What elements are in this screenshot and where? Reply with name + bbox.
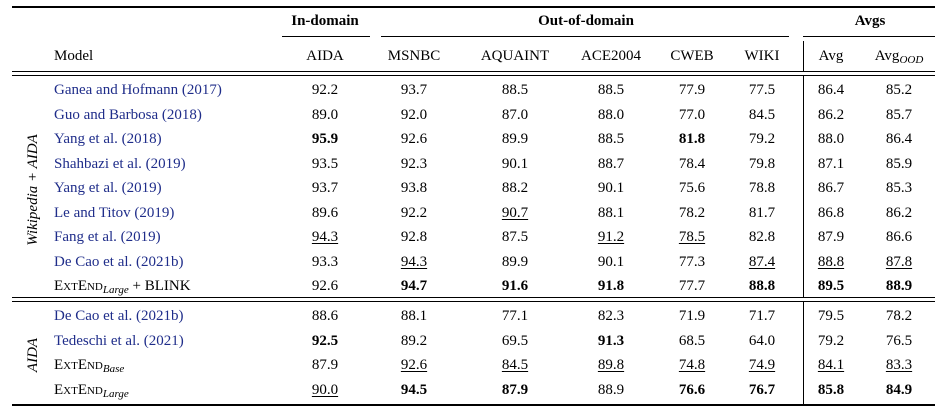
model-name [54,380,129,404]
model-citation-link[interactable]: De Cao et al. (2021b) [54,308,184,324]
table-cell-cweb: 77.7 [678,278,706,294]
table-cell-wiki: 88.8 [748,278,776,294]
table-cell-aida: 87.9 [311,357,339,373]
table-cell-msnbc: 93.7 [400,82,428,98]
table-cell-avg-ood: 84.9 [885,381,913,398]
table-cell-cweb: 76.6 [678,381,706,398]
table-cell-msnbc: 93.8 [400,180,428,196]
model-citation-link[interactable]: Ganea and Hofmann (2017) [54,82,222,98]
ace2004-column-header [581,46,641,66]
table-cell-ace2004: 91.2 [597,229,625,245]
group-label: Wikipedia + AIDA [25,134,41,246]
table-cell-aquaint: 88.5 [501,82,529,98]
table-cell-aida: 90.0 [311,381,339,398]
table-cell-ace2004: 88.5 [597,131,625,147]
group-rule-2 [12,301,935,302]
table-cell-aquaint: 69.5 [501,332,529,349]
table-cell-avg: 79.2 [817,332,845,349]
table-cell-wiki: 87.4 [748,253,776,270]
avg-separator-group2 [803,301,804,404]
table-cell-avg-ood: 87.8 [885,253,913,270]
model-citation-link[interactable]: Le and Titov (2019) [54,204,175,221]
table-cell-aida: 93.3 [311,253,339,270]
table-cell-msnbc: 92.0 [400,106,428,123]
table-cell-avg: 88.8 [817,253,845,270]
table-cell-avg-ood: 85.9 [885,155,913,172]
table-cell-avg: 89.5 [817,278,845,294]
out-of-domain-underline [381,36,789,37]
table-cell-wiki: 77.5 [748,82,776,98]
table-cell-cweb: 81.8 [678,131,706,147]
table-cell-aida: 94.3 [311,229,339,245]
table-cell-wiki: 78.8 [748,180,776,196]
column-header-label: WIKI [744,48,780,64]
table-cell-avg: 87.1 [817,155,845,172]
in-domain-header: In-domain [291,13,359,29]
header-rule-1 [12,71,935,72]
column-header-label: Avg [818,48,844,64]
avg-separator-group1 [803,75,804,297]
table-cell-cweb: 77.0 [678,106,706,123]
table-cell-aida: 88.6 [311,308,339,324]
table-cell-aquaint: 89.9 [501,253,529,270]
column-header-label: AQUAINT [480,48,550,64]
in-domain-underline [282,36,370,37]
avgs-underline [803,36,935,37]
table-cell-msnbc: 92.6 [400,131,428,147]
table-cell-msnbc: 89.2 [400,332,428,349]
model-column-header: Model [54,48,94,64]
model-citation-link[interactable]: Tedeschi et al. (2021) [54,332,184,349]
table-cell-avg: 84.1 [817,357,845,373]
table-cell-aida: 95.9 [311,131,339,147]
table-cell-avg-ood: 78.2 [885,308,913,324]
table-cell-cweb: 71.9 [678,308,706,324]
table-cell-ace2004: 90.1 [597,180,625,196]
table-cell-aquaint: 87.5 [501,229,529,245]
table-cell-cweb: 74.8 [678,357,706,373]
table-cell-msnbc: 92.2 [400,204,428,221]
table-cell-ace2004: 90.1 [597,253,625,270]
table-cell-cweb: 78.5 [678,229,706,245]
table-cell-aida: 92.2 [311,82,339,98]
out-of-domain-header: Out-of-domain [538,13,634,29]
table-cell-avg: 86.2 [817,106,845,123]
table-cell-avg-ood: 86.2 [885,204,913,221]
table-cell-avg: 88.0 [817,131,845,147]
wiki-column-header [745,46,780,66]
table-cell-aquaint: 91.6 [501,278,529,294]
avgs-header: Avgs [854,13,886,29]
model-citation-link[interactable]: Yang et al. (2019) [54,180,162,196]
table-cell-aquaint: 88.2 [501,180,529,196]
table-cell-wiki: 79.2 [748,131,776,147]
model-name [54,276,191,300]
table-cell-cweb: 78.4 [678,155,706,172]
table-cell-ace2004: 89.8 [597,357,625,373]
table-cell-aquaint: 90.7 [501,204,529,221]
model-name-text: ExtEnd [54,357,103,373]
table-cell-avg-ood: 86.4 [885,131,913,147]
table-cell-avg: 87.9 [817,229,845,245]
model-size-subscript: Large [102,284,129,296]
model-name [54,355,124,379]
cweb-column-header [670,46,713,66]
table-cell-avg-ood: 76.5 [885,332,913,349]
table-cell-cweb: 77.9 [678,82,706,98]
table-cell-cweb: 68.5 [678,332,706,349]
table-cell-aida: 92.6 [311,278,339,294]
top-rule [12,6,935,8]
column-header-label: ACE2004 [581,48,641,64]
table-cell-wiki: 82.8 [748,229,776,245]
table-cell-wiki: 79.8 [748,155,776,172]
table-cell-aquaint: 87.0 [501,106,529,123]
aquaint-column-header [481,46,549,66]
table-cell-msnbc: 92.3 [400,155,428,172]
table-cell-aquaint: 89.9 [501,131,529,147]
table-cell-wiki: 81.7 [748,204,776,221]
table-cell-wiki: 74.9 [748,357,776,373]
table-cell-cweb: 75.6 [678,180,706,196]
aida-column-header [306,46,344,66]
table-cell-aquaint: 77.1 [501,308,529,324]
model-name-text: ExtEnd [54,278,103,294]
column-header-label: CWEB [670,48,714,64]
bottom-rule [12,404,935,406]
table-cell-aida: 93.5 [311,155,339,172]
table-cell-ace2004: 82.3 [597,308,625,324]
model-size-subscript: Base [102,363,125,375]
table-cell-avg-ood: 85.2 [885,82,913,98]
model-citation-link[interactable]: Guo and Barbosa (2018) [54,106,202,123]
table-cell-aquaint: 90.1 [501,155,529,172]
table-cell-avg-ood: 86.6 [885,229,913,245]
table-cell-ace2004: 88.1 [597,204,625,221]
group-label: AIDA [25,337,41,373]
table-cell-wiki: 84.5 [748,106,776,123]
column-header-label: MSNBC [387,48,441,64]
table-cell-cweb: 77.3 [678,253,706,270]
model-citation-link[interactable]: Shahbazi et al. (2019) [54,155,186,172]
table-cell-aquaint: 84.5 [501,357,529,373]
table-cell-msnbc: 94.5 [400,381,428,398]
msnbc-column-header [388,46,441,66]
table-cell-aida: 89.0 [311,106,339,123]
table-cell-cweb: 78.2 [678,204,706,221]
avg-ood-column-header [875,46,924,70]
column-header-label: Avg [874,48,900,64]
table-cell-msnbc: 94.3 [400,253,428,270]
avg-ood-subscript: OOD [899,54,924,66]
table-cell-msnbc: 92.8 [400,229,428,245]
table-cell-aida: 89.6 [311,204,339,221]
table-cell-aida: 93.7 [311,180,339,196]
table-cell-aida: 92.5 [311,332,339,349]
table-cell-aquaint: 87.9 [501,381,529,398]
table-cell-ace2004: 88.0 [597,106,625,123]
table-cell-avg-ood: 85.7 [885,106,913,123]
model-citation-link[interactable]: De Cao et al. (2021b) [54,253,184,270]
table-cell-avg: 85.8 [817,381,845,398]
table-cell-avg: 86.7 [817,180,845,196]
model-citation-link[interactable]: Fang et al. (2019) [54,229,161,245]
model-citation-link[interactable]: Yang et al. (2018) [54,131,162,147]
table-cell-avg-ood: 88.9 [885,278,913,294]
table-cell-ace2004: 91.8 [597,278,625,294]
model-name-text: ExtEnd [54,381,103,398]
table-cell-ace2004: 88.7 [597,155,625,172]
header-rule-2 [12,75,935,76]
table-cell-avg: 86.4 [817,82,845,98]
table-cell-msnbc: 92.6 [400,357,428,373]
table-cell-avg-ood: 85.3 [885,180,913,196]
table-cell-avg: 79.5 [817,308,845,324]
column-header-label: AIDA [306,48,344,64]
table-cell-wiki: 71.7 [748,308,776,324]
table-cell-ace2004: 91.3 [597,332,625,349]
avg-separator-top [803,41,804,71]
table-cell-msnbc: 94.7 [400,278,428,294]
table-cell-msnbc: 88.1 [400,308,428,324]
table-cell-avg: 86.8 [817,204,845,221]
model-suffix: + BLINK [128,278,191,294]
table-cell-ace2004: 88.9 [597,381,625,398]
table-cell-ace2004: 88.5 [597,82,625,98]
table-cell-wiki: 64.0 [748,332,776,349]
table-cell-avg-ood: 83.3 [885,357,913,373]
avg-column-header [819,46,844,66]
model-size-subscript: Large [102,387,129,400]
table-cell-wiki: 76.7 [748,381,776,398]
